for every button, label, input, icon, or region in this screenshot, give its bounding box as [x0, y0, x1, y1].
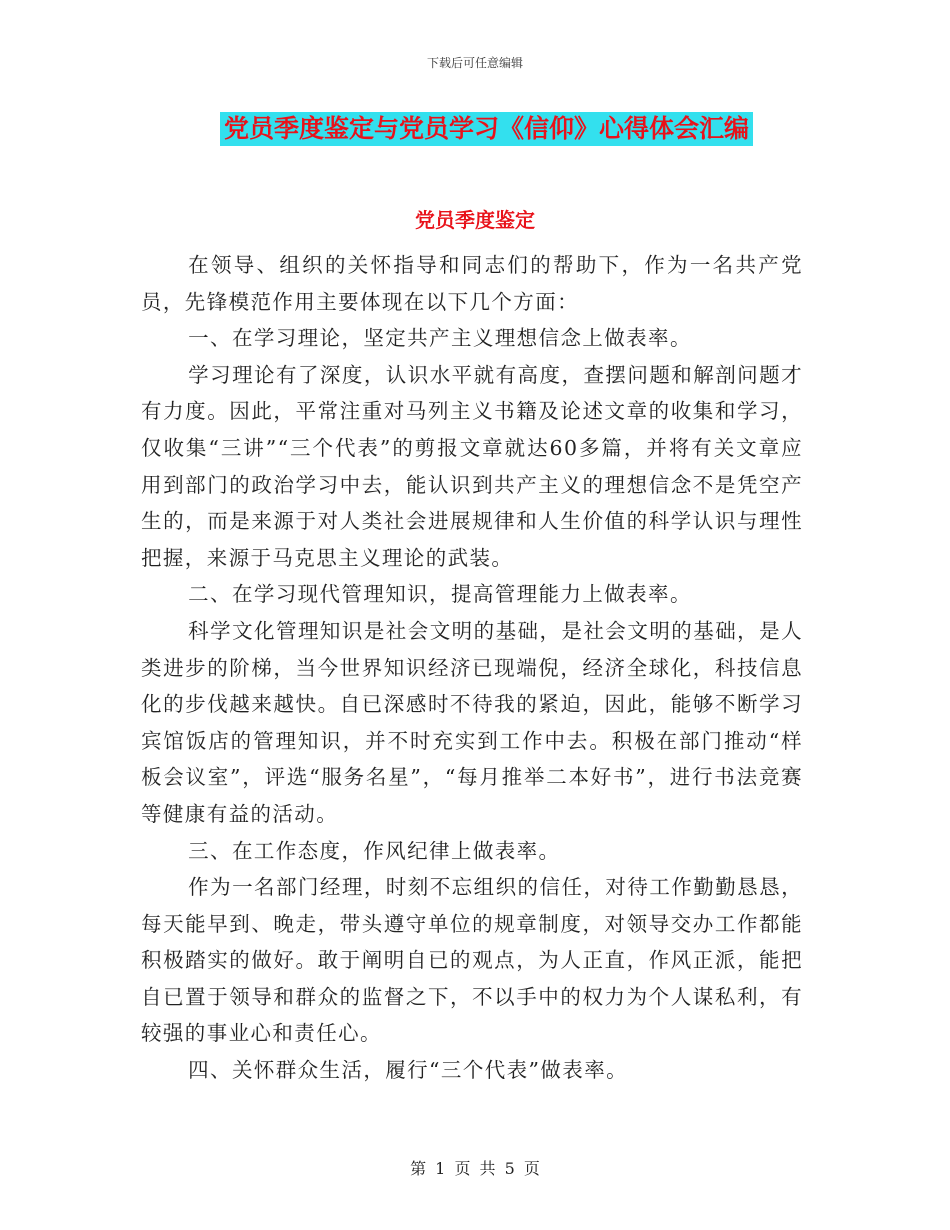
paragraph-body-1: 学习理论有了深度，认识水平就有高度，查摆问题和解剖问题才有力度。因此，平常注重对马列主义书籍及论述文章的收集和学习，仅收集“三讲”“三个代表”的剪报文章就达60多篇，并将有关文章应用到部门的政治学习中去，能认识到共产主义的理想信念不是凭空产生的，而是来源于对人类社会进展规律和人生价值的科学认识与理性把握，来源于马克思主义理论的武装。: [141, 362, 803, 570]
section-title: 党员季度鉴定: [415, 208, 535, 232]
page-number-footer: 第 1 页 共 5 页: [410, 1159, 540, 1178]
paragraph-body-3: 作为一名部门经理，时刻不忘组织的信任，对待工作勤勤恳恳，每天能早到、晚走，带头遵守单位的规章制度，对领导交办工作都能积极踏实的做好。敢于阐明自已的观点，为人正直，作风正派，能把自已置于领导和群众的监督之下，不以手中的权力为个人谋私利，有较强的事业心和责任心。: [141, 875, 803, 1046]
paragraph-heading-4: 四、关怀群众生活，履行“三个代表”做表率。: [188, 1058, 628, 1083]
header-note: 下载后可任意编辑: [426, 56, 523, 70]
paragraph-intro: 在领导、组织的关怀指导和同志们的帮助下，作为一名共产党员，先锋模范作用主要体现在以下几个方面：: [141, 253, 803, 314]
paragraph-heading-2: 二、在学习现代管理知识，提高管理能力上做表率。: [188, 582, 692, 607]
paragraph-body-2: 科学文化管理知识是社会文明的基础，是社会文明的基础，是人类进步的阶梯，当今世界知识经济已现端倪，经济全球化，科技信息化的步伐越来越快。自已深感时不待我的紧迫，因此，能够不断学习宾馆饭店的管理知识，并不时充实到工作中去。积极在部门推动“样板会议室”，评选“服务名星”，“每月推举二本好书”，进行书法竞赛等健康有益的活动。: [141, 618, 803, 826]
document-body: [141, 247, 803, 1089]
document-title: 党员季度鉴定与党员学习《信仰》心得体会汇编: [220, 112, 753, 146]
paragraph-heading-3: 三、在工作态度，作风纪律上做表率。: [188, 838, 561, 863]
paragraph-heading-1: 一、在学习理论，坚定共产主义理想信念上做表率。: [188, 326, 692, 351]
